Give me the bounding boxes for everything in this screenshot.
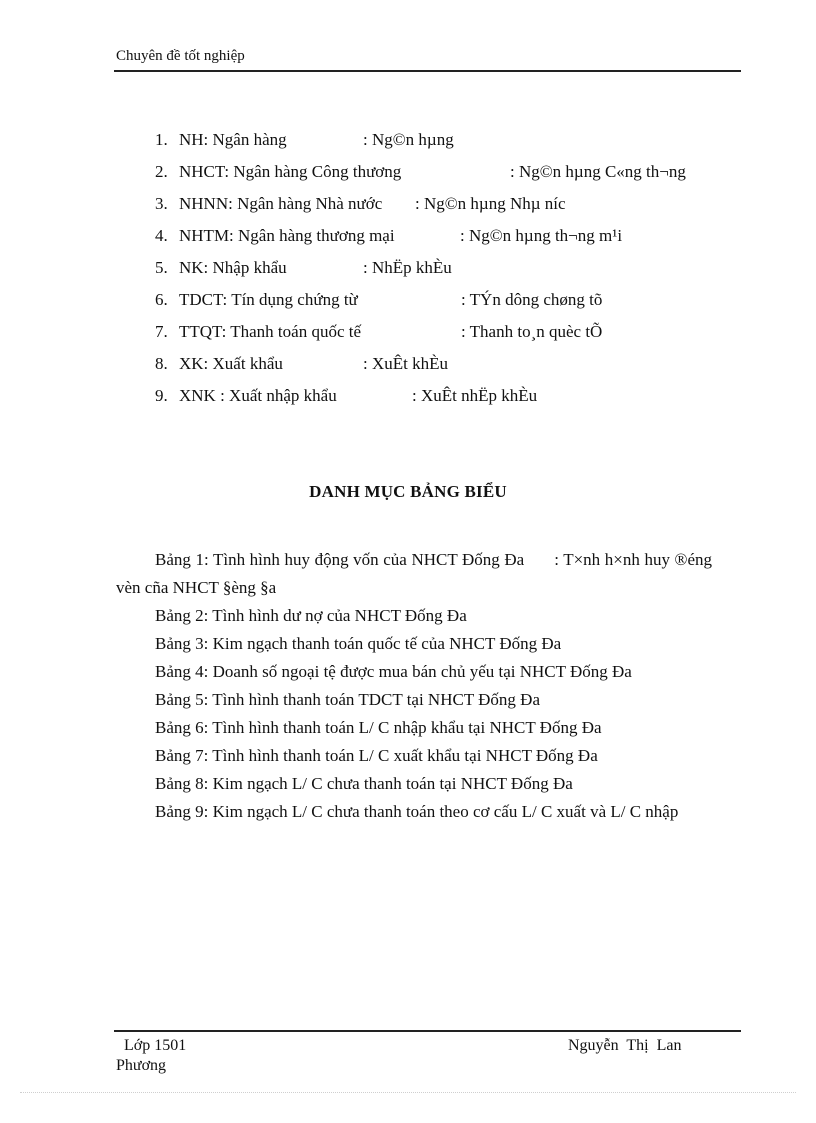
abbreviation-number: 9. [155,386,168,405]
footer-author-name-continued: Phương [116,1057,167,1074]
abbreviation-label: XNK : Xuất nhập khẩu [179,386,337,405]
header-rule [114,70,741,72]
table-item-label: Bảng 9: Kim ngạch L/ C chưa thanh toán theo cơ cấu L/ C xuất và L/ C nhập [155,802,679,821]
table-list-item [116,602,712,630]
table-item-label: Bảng 6: Tình hình thanh toán L/ C nhập khẩu tại NHCT Đống Đa [155,718,602,737]
abbreviation-alt-text: : Thanh to¸n quèc tÕ [461,322,603,341]
table-item-alt-text: : T×nh h×nh huy ®éng vèn cña NHCT §èng §a [116,550,713,597]
abbreviation-number: 3. [155,194,168,213]
abbreviation-number: 1. [155,130,168,149]
table-list-item [116,686,712,714]
abbreviation-item [155,194,566,226]
abbreviation-alt-text: : Ng©n hµng Nhµ níc [415,194,566,213]
abbreviation-number: 6. [155,290,168,309]
table-item-label: Bảng 7: Tình hình thanh toán L/ C xuất khẩu tại NHCT Đống Đa [155,746,598,765]
table-item-label: Bảng 2: Tình hình dư nợ của NHCT Đống Đa [155,606,467,625]
abbreviation-item [155,354,448,386]
abbreviation-label: NK: Nhập khẩu [179,258,287,277]
page-header: Chuyên đề tốt nghiệp [116,48,245,64]
abbreviation-item [155,130,454,162]
abbreviation-item [155,162,686,194]
abbreviation-number: 5. [155,258,168,277]
abbreviation-item [155,290,603,322]
table-item-label: Bảng 8: Kim ngạch L/ C chưa thanh toán tại NHCT Đống Đa [155,774,573,793]
table-list-item [116,742,712,770]
abbreviation-label: NHNN: Ngân hàng Nhà nước [179,194,383,213]
table-list-item [116,770,712,798]
abbreviation-item [155,322,603,354]
abbreviation-label: NH: Ngân hàng [179,130,287,149]
footer-rule [114,1030,741,1032]
table-item-label: Bảng 1: Tình hình huy động vốn của NHCT Đống Đa [155,550,525,569]
abbreviation-label: NHTM: Ngân hàng thương mại [179,226,395,245]
abbreviation-number: 7. [155,322,168,341]
abbreviation-item [155,226,623,258]
table-list-item [116,630,712,658]
section-title: DANH MỤC BẢNG BIỂU [309,482,507,501]
table-item-label: Bảng 4: Doanh số ngoại tệ được mua bán chủ yếu tại NHCT Đống Đa [155,662,632,681]
table-list [116,546,712,826]
footer-class-label: Lớp 1501 [124,1037,187,1054]
abbreviation-number: 2. [155,162,168,181]
abbreviation-alt-text: : Ng©n hµng th¬ng m¹i [460,226,623,245]
abbreviation-label: XK: Xuất khẩu [179,354,283,373]
abbreviation-alt-text: : Ng©n hµng C«ng th¬ng [510,162,686,181]
abbreviation-number: 8. [155,354,168,373]
table-item-label: Bảng 3: Kim ngạch thanh toán quốc tế của NHCT Đống Đa [155,634,562,653]
table-list-item [116,658,712,686]
abbreviation-alt-text: : NhËp khÈu [363,258,452,277]
abbreviation-label: TTQT: Thanh toán quốc tế [179,322,362,341]
footer-author-name: Nguyễn Thị Lan [568,1037,682,1054]
abbreviation-number: 4. [155,226,168,245]
page-bottom-dotted-border [20,1092,796,1093]
table-item-label: Bảng 5: Tình hình thanh toán TDCT tại NHCT Đống Đa [155,690,540,709]
abbreviation-alt-text: : TÝn dông chøng tõ [461,290,603,309]
abbreviation-label: NHCT: Ngân hàng Công thương [179,162,402,181]
abbreviation-label: TDCT: Tín dụng chứng từ [179,290,358,309]
abbreviation-alt-text: : XuÊt khÈu [363,354,448,373]
table-list-item [116,798,712,826]
abbreviation-list [155,130,686,418]
abbreviation-alt-text: : XuÊt nhËp khÈu [412,386,538,405]
table-list-item [116,546,712,602]
abbreviation-alt-text: : Ng©n hµng [363,130,454,149]
abbreviation-item [155,386,538,418]
table-list-item [116,714,712,742]
abbreviation-item [155,258,452,290]
